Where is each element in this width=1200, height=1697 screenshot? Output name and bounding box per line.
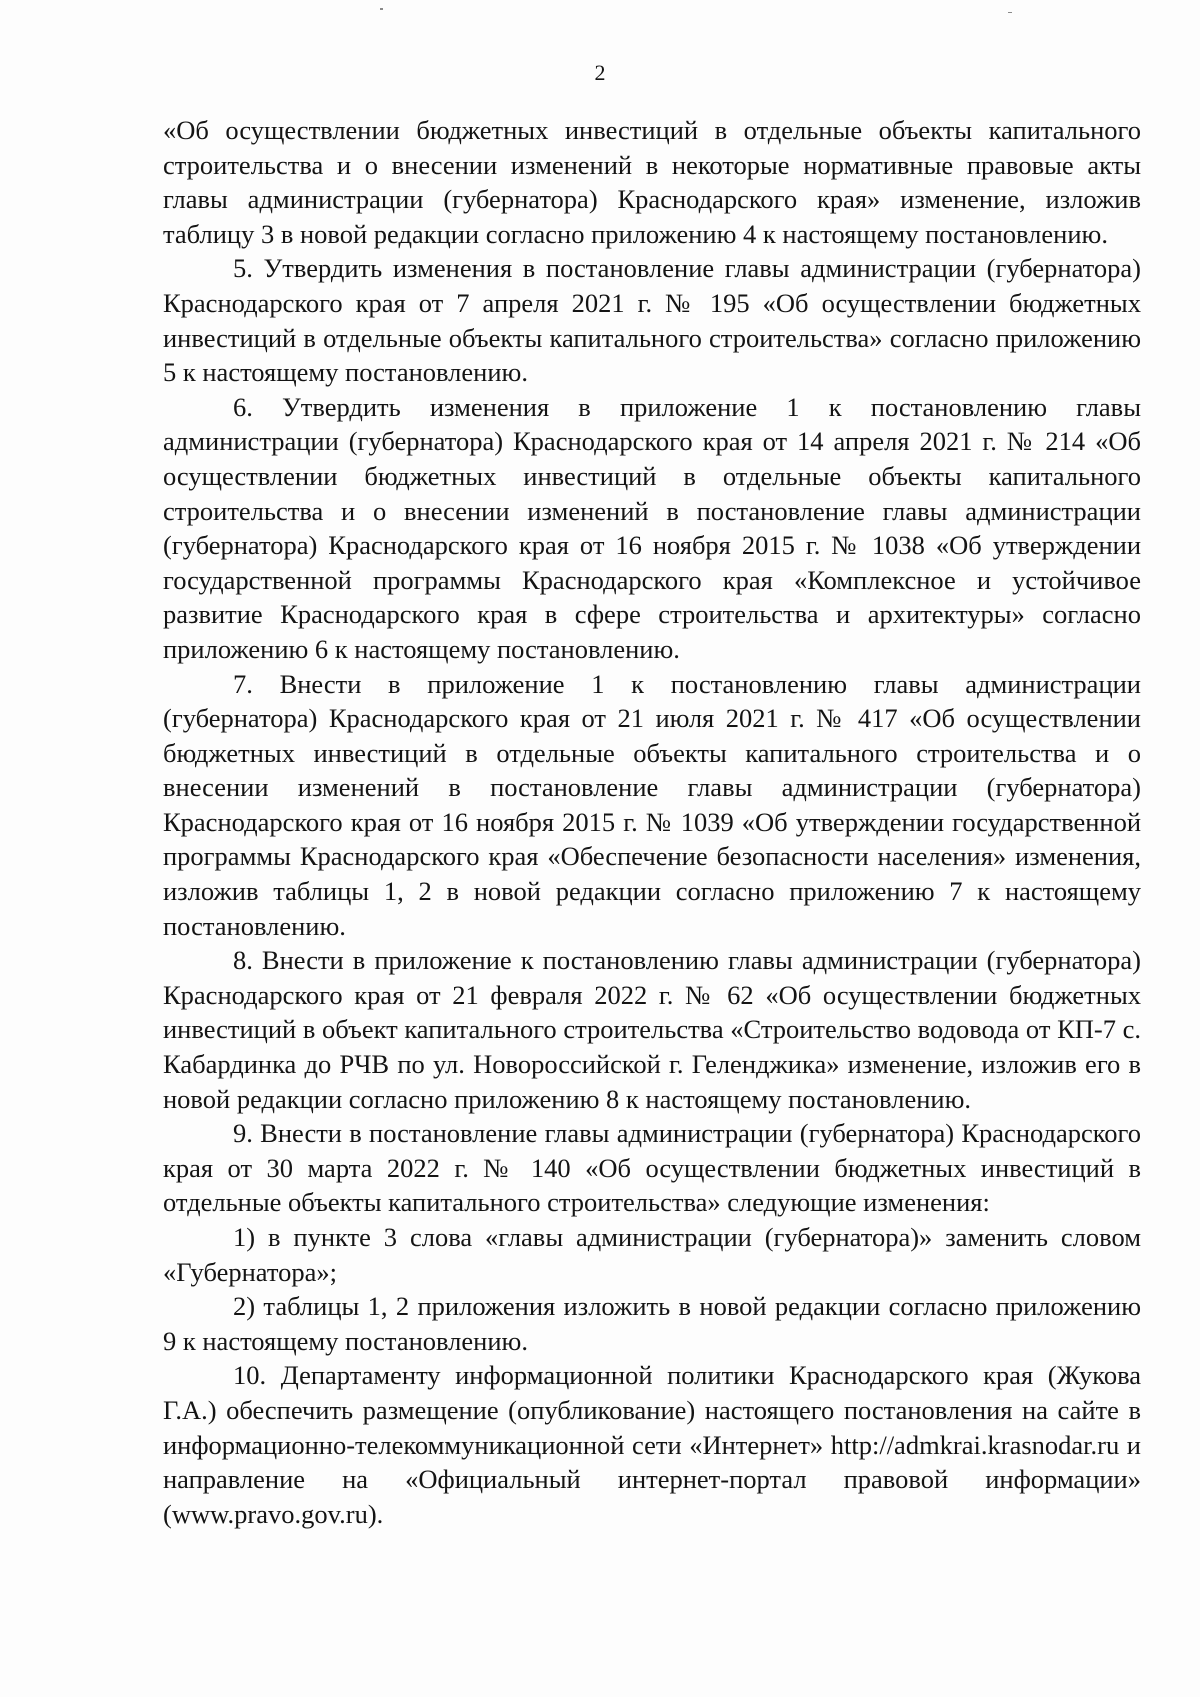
paragraph-continuation: «Об осуществлении бюджетных инвестиций в отдельные объекты капитального строительства и о внесении изменений в некоторые нормативные правовые акты главы администрации (губернатора) Краснодарского края» изменение, изложив таблицу 3 в новой редакции согласно приложению 4 к настоящему постановлению.: [163, 115, 1141, 249]
paragraph-subitem-1: 1) в пункте 3 слова «главы администрации (губернатора)» заменить словом «Губернатора»;: [163, 1222, 1141, 1287]
paragraph-item-8: 8. Внести в приложение к постановлению главы администрации (губернатора) Краснодарского края от 21 февраля 2022 г. № 62 «Об осуществлении бюджетных инвестиций в объект капитального строительства «Строительство водовода от КП-7 с. Кабардинка до РЧВ по ул. Новороссийской г. Геленджика» изменение, изложив его в новой редакции согласно приложению 8 к настоящему постановлению.: [163, 945, 1141, 1114]
page-number: 2: [594, 60, 606, 85]
paragraph-item-6: 6. Утвердить изменения в приложение 1 к постановлению главы администрации (губернатора) Краснодарского края от 14 апреля 2021 г. № 214 «Об осуществлении бюджетных инвестиций в отдельные объекты капитального строительства и о внесении изменений в постановление главы администрации (губернатора) Краснодарского края от 16 ноября 2015 г. № 1038 «Об утверждении государственной программы Краснодарского края «Комплексное и устойчивое развитие Краснодарского края в сфере строительства и архитектуры» согласно приложению 6 к настоящему постановлению.: [163, 391, 1141, 664]
document-body: [163, 113, 1141, 1531]
scan-speck: [1008, 12, 1012, 13]
paragraph-item-9: 9. Внести в постановление главы администрации (губернатора) Краснодарского края от 30 марта 2022 г. № 140 «Об осуществлении бюджетных инвестиций в отдельные объекты капитального строительства» следующие изменения:: [163, 1118, 1141, 1218]
paragraph-item-5: 5. Утвердить изменения в постановление главы администрации (губернатора) Краснодарского края от 7 апреля 2021 г. № 195 «Об осуществлении бюджетных инвестиций в отдельные объекты капитального строительства» согласно приложению 5 к настоящему постановлению.: [163, 253, 1141, 388]
paragraph-item-10: 10. Департаменту информационной политики Краснодарского края (Жукова Г.А.) обеспечить размещение (опубликование) настоящего постановления на сайте в информационно-телекоммуникационной сети «Интернет» http://admkrai.krasnodar.ru и направление на «Официальный интернет-портал правовой информации» (www.pravo.gov.ru).: [163, 1360, 1141, 1529]
paragraph-subitem-2: 2) таблицы 1, 2 приложения изложить в новой редакции согласно приложению 9 к настоящему постановлению.: [163, 1291, 1141, 1356]
paragraph-item-7: 7. Внести в приложение 1 к постановлению главы администрации (губернатора) Краснодарского края от 21 июля 2021 г. № 417 «Об осуществлении бюджетных инвестиций в отдельные объекты капитального строительства и о внесении изменений в постановление главы администрации (губернатора) Краснодарского края от 16 ноября 2015 г. № 1039 «Об утверждении государственной программы Краснодарского края «Обеспечение безопасности населения» изменения, изложив таблицы 1, 2 в новой редакции согласно приложению 7 к настоящему постановлению.: [163, 668, 1141, 941]
scan-speck: [380, 8, 383, 10]
